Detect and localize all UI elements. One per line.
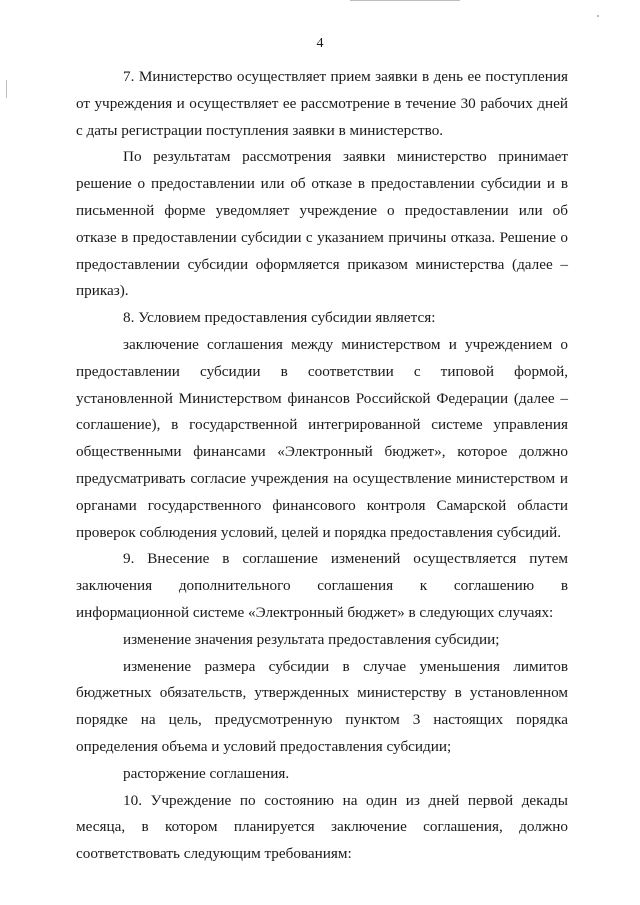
page-number: 4 — [316, 36, 324, 51]
document-body — [76, 64, 568, 868]
scan-artifact — [350, 0, 460, 1]
paragraph-10: 10. Учреждение по состоянию на один из дней первой декады месяца, в котором планируется заключение соглашения, должно соответствовать следующим требованиям: — [76, 791, 568, 863]
paragraph-agreement-condition: заключение соглашения между министерством и учреждением о предоставлении субсидии в соответствии с типовой формой, установленной Министерством финансов Российской Федерации (далее – соглашение), в государственной интегрированной системе управления общественными финансами «Электронный бюджет», которое должно предусматривать согласие учреждения на осуществление министерством и органами государственного финансового контроля Самарской области проверок соблюдения условий, целей и порядка предоставления субсидий. — [76, 335, 568, 541]
paragraph-7: 7. Министерство осуществляет прием заявки в день ее поступления от учреждения и осуществляет ее рассмотрение в течение 30 рабочих дней с даты регистрации поступления заявки в министерство. — [76, 68, 568, 139]
list-item-termination: расторжение соглашения. — [123, 764, 290, 782]
paragraph-8: 8. Условием предоставления субсидии является: — [123, 309, 436, 327]
list-item-amount-change: изменение размера субсидии в случае уменьшения лимитов бюджетных обязательств, утвержденных министерству в установленном порядке на цель, предусмотренную пунктом 3 настоящих порядка определения объема и условий предоставления субсидии; — [76, 657, 568, 755]
scan-artifact — [597, 15, 599, 17]
list-item-result-change: изменение значения результата предоставления субсидии; — [123, 630, 500, 648]
scan-artifact — [6, 80, 7, 98]
paragraph-review-decision: По результатам рассмотрения заявки министерство принимает решение о предоставлении или об отказе в предоставлении субсидии и в письменной форме уведомляет учреждение о предоставлении или об отказе в предоставлении субсидии с указанием причины отказа. Решение о предоставлении субсидии оформляется приказом министерства (далее – приказ). — [76, 148, 568, 300]
paragraph-9: 9. Внесение в соглашение изменений осуществляется путем заключения дополнительного соглашения к соглашению в информационной системе «Электронный бюджет» в следующих случаях: — [76, 550, 568, 621]
